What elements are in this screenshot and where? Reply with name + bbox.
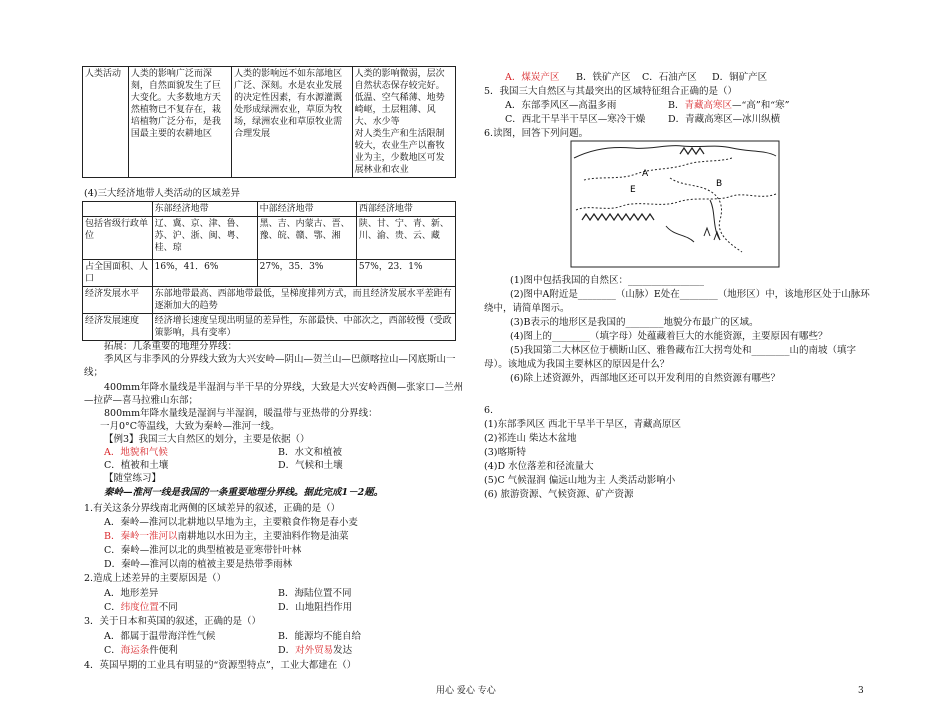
- practice-intro: 秦岭—淮河一线是我国的一条重要地理分界线。据此完成1－2题。: [104, 487, 384, 498]
- footer-motto: 用心 爱心 专心: [436, 686, 496, 696]
- answer-5: (5)C 气候湿润 偏远山地为主 人类活动影响小: [484, 475, 676, 486]
- map-frame: [571, 141, 779, 267]
- q2-option-c-highlight: 纬度位置: [120, 602, 159, 613]
- q3-option-c: [104, 644, 178, 657]
- extension-line-4: —拉萨—喜马拉雅山东部；: [84, 395, 199, 406]
- area-east: 16%，41．6%: [152, 260, 257, 287]
- q4-option-b: B．铁矿产区: [576, 72, 631, 83]
- answer-3: (3)喀斯特: [484, 447, 526, 458]
- q1-question: 1.有关这条分界线南北两侧的区域差异的叙述，正确的是（）: [84, 503, 341, 514]
- level-text: 东部地带最高、西部地带最低，呈梯度排列方式，而且经济发展水平差距有逐渐加大的趋势: [152, 287, 455, 314]
- practice-title: 【随堂练习】: [104, 473, 162, 484]
- tibet-text-2: 对人类生产和生活限制较大，农业生产以畜牧业为主，少数地区可发展林业和农业: [354, 129, 445, 175]
- q3-option-d-letter: D．: [278, 645, 296, 656]
- provinces-middle: 黑、吉、内蒙古、晋、豫、皖、赣、鄂、湘: [257, 217, 356, 260]
- q6-line-4: (3)B表示的地形区是我国的________地貌分布最广的区域。: [510, 317, 759, 328]
- example3-question: 【例3】我国三大自然区的划分，主要是依据（）: [104, 434, 310, 445]
- header-blank: [83, 202, 153, 217]
- q2-option-c: [104, 601, 178, 614]
- extension-line-2: 线；: [84, 367, 104, 378]
- q3-option-d-rest: 发达: [333, 645, 353, 656]
- example3-option-b: B．水文和植被: [278, 447, 342, 458]
- q4-question: 4．英国早期的工业具有明显的“资源型特点”，工业大都建在（）: [84, 660, 357, 671]
- q1-option-d: D．秦岭—淮河以南的植被主要是热带季雨林: [104, 559, 293, 570]
- answer-4: (4)D 水位落差和径流量大: [484, 461, 594, 472]
- speed-text: 经济增长速度呈现出明显的差异性，东部最快、中部次之，西部较慢（受政策影响，具有变率）: [152, 314, 455, 341]
- area-middle: 27%，35．3%: [257, 260, 356, 287]
- q3-option-d: [278, 644, 352, 657]
- q2-question: 2.造成上述差异的主要原因是（）: [84, 573, 227, 584]
- q1-option-b: [104, 530, 349, 543]
- provinces-east: 辽、冀、京、津、鲁、苏、沪、浙、闽、粤、桂、琼: [152, 217, 257, 260]
- row-provinces-label: 包括省级行政单位: [83, 217, 153, 260]
- page-number: 3: [858, 686, 864, 696]
- header-west: 西部经济地带: [356, 202, 455, 217]
- q2-option-b: B．海陆位置不同: [278, 588, 352, 599]
- row-header: 人类活动: [83, 67, 129, 178]
- q6-line-8: (6)除上述资源外，西部地区还可以开发利用的自然资源有哪些？: [510, 373, 780, 384]
- example3-option-d: D．气候和土壤: [278, 460, 343, 471]
- q1-option-c: C．秦岭—淮河以北的典型植被是亚寒带针叶林: [104, 545, 302, 556]
- row-speed-label: 经济发展速度: [83, 314, 153, 341]
- answer-6: (6) 旅游资源、气候资源、矿产资源: [484, 489, 634, 500]
- example3-option-a: A．地貌和气候: [104, 447, 168, 458]
- extension-line-6: 一月0°C等温线，大致为秦岭—淮河一线。: [100, 421, 280, 432]
- q5-option-a: A．东部季风区—高温多雨: [505, 100, 617, 111]
- row-level-label: 经济发展水平: [83, 287, 153, 314]
- q4-option-c: C．石油产区: [642, 72, 697, 83]
- q2-option-a: A．地形差异: [104, 588, 159, 599]
- extension-title: 拓展：几条重要的地理分界线：: [104, 341, 238, 352]
- q5-option-d: D．青藏高寒区—冰川纵横: [668, 114, 781, 125]
- q1-option-a: A．秦岭—淮河以北耕地以旱地为主，主要粮食作物是春小麦: [104, 517, 358, 528]
- q6-line-6: (5)我国第二大林区位于横断山区、雅鲁藏布江大拐弯处和________山的南坡（填字: [510, 345, 856, 356]
- q6-line-1: (1)图中包括我国的自然区：________________: [510, 275, 704, 286]
- tibet-cell: [352, 67, 455, 178]
- east-cell: 人类的影响广泛而深刻，自然面貌发生了巨大变化。大多数地方天然植物已不复存在，栽培植物广泛分布，是我国最主要的农耕地区: [128, 67, 231, 178]
- q4-option-a: A．煤炭产区: [505, 72, 560, 83]
- q3-option-c-rest: 件便利: [149, 645, 178, 656]
- q6-line-2: (2)图中A附近是________（山脉）E处在________（地形区）中，该地形区处于山脉环: [510, 289, 870, 300]
- extension-line-5: 800mm年降水量线是湿润与半湿润，暖温带与亚热带的分界线：: [104, 408, 378, 419]
- q3-option-c-highlight: 海运条: [120, 645, 150, 656]
- q3-option-b: B．能源均不能自给: [278, 631, 361, 642]
- map-label-e: E: [630, 185, 636, 195]
- tibet-text-1: 人类的影响微弱，层次自然状态保存较完好。低温、空气稀薄、地势崎岖，土层粗薄、风大、水少等: [354, 69, 445, 127]
- q6-line-7: 母）。该地成为我国主要林区的原因是什么？: [484, 359, 670, 370]
- q1-option-b-rest: 南耕地以水田为主，主要油料作物是油菜: [177, 531, 349, 542]
- region-map: [570, 140, 780, 268]
- economic-zones-table: [82, 201, 456, 341]
- q2-option-c-letter: C．: [104, 602, 121, 613]
- map-label-a: A: [642, 169, 649, 179]
- q3-option-c-letter: C．: [104, 645, 121, 656]
- q2-option-d: D．山地阻挡作用: [278, 602, 353, 613]
- answer-2: (2)祁连山 柴达木盆地: [484, 433, 577, 444]
- row-area-label: 占全国面积、人口: [83, 260, 153, 287]
- q3-option-a: A．都属于温带海洋性气候: [104, 631, 216, 642]
- area-west: 57%，23．1%: [356, 260, 455, 287]
- answer-1: (1)东部季风区 西北干旱半干旱区，青藏高原区: [484, 419, 681, 430]
- q5-option-c: C．西北干旱半干旱区—寒冷干燥: [505, 114, 646, 125]
- q6-intro: 6.读图，回答下列问题。: [484, 128, 589, 139]
- table2-heading: (4)三大经济地带人类活动的区域差异: [84, 188, 240, 199]
- map-label-b: B: [716, 179, 723, 189]
- q1-option-b-highlight: B．秦岭一淮河以: [104, 531, 178, 542]
- q3-option-d-highlight: 对外贸易: [295, 645, 334, 656]
- q5-option-b: [668, 99, 789, 112]
- provinces-west: 陕、甘、宁、青、新、川、渝、贵、云、藏: [356, 217, 455, 260]
- q6-line-5: (4)图上的________（填字母）处蕴藏着巨大的水能资源，主要原因有哪些？: [510, 331, 828, 342]
- q5-option-b-rest: —“高”和“寒”: [732, 100, 790, 111]
- extension-line-1: 季风区与非季风的分界线大致为大兴安岭—阴山—贺兰山—巴颜喀拉山—冈底斯山一: [104, 354, 456, 365]
- q2-option-c-rest: 不同: [158, 602, 178, 613]
- q3-question: 3．关于日本和英国的叙述，正确的是（）: [84, 616, 262, 627]
- human-activity-table: [82, 66, 456, 178]
- example3-option-c: C．植被和土壤: [104, 460, 169, 471]
- header-east: 东部经济地带: [152, 202, 257, 217]
- q5-option-b-letter: B．: [668, 100, 685, 111]
- extension-line-3: 400mm年降水量线是半湿润与半干旱的分界线，大致是大兴安岭西侧—张家口—兰州: [104, 382, 464, 393]
- northwest-cell: 人类的影响远不如东部地区广泛、深刻。水是农业发展的决定性因素，有水源灌溉处形成绿洲农业，草原为牧场，绿洲农业和草原牧业需合理发展: [232, 67, 352, 178]
- q6-line-3: 绕中，请简单图示。: [484, 303, 570, 314]
- q5-option-b-highlight: 青藏高寒区: [684, 100, 732, 111]
- q4-option-d: D．铜矿产区: [712, 72, 768, 83]
- answers-title: 6.: [484, 405, 494, 416]
- q5-question: 5．我国三大自然区与其最突出的区域特征组合正确的是（）: [484, 86, 738, 97]
- header-middle: 中部经济地带: [257, 202, 356, 217]
